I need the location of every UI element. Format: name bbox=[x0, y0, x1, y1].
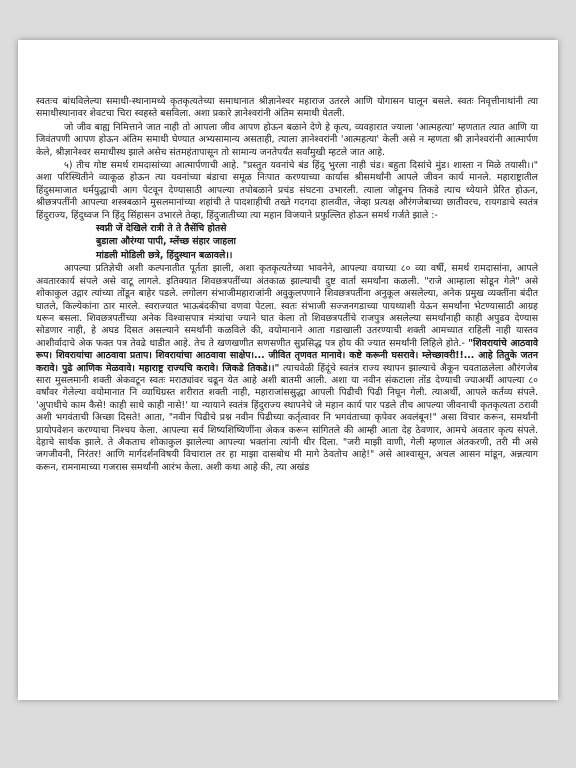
paragraph-4 bbox=[36, 263, 538, 474]
paragraph-4-text: आपल्या प्रतिज्ञेची अशी कल्पनातीत पूर्तता झाली, अशा कृतकृत्यतेच्या भावनेने, आपल्या वयाच्या ८० व्या वर्षी, समर्थ रामदासांना, आपले अवतारकार्य संपले असे वाटू लागले. इतिक्यात शिवछत्रपतींच्या अंतकाळ झाल्याची दुष्ट वार्ता समर्थांना कळली. "राजे आम्हाला सोडून गेले" असे शोकाकुल उद्गार त्यांच्या तोंडून बाहेर पडले. लगोलग संभाजीमहाराजांनी अवुकुलपणाने शिवछत्रपतींना अनुकूल असलेल्या, अनेक प्रमुख व्यक्तींना बंदीत घातले, किल्येकांना ठार मारले. स्वराज्यात भाऊबंदकीचा वणवा पेटला. स्वतः संभाजी सज्जनगडाच्या पायथ्याशी येऊन समर्थांना भेटण्यासाठी आग्रह धरून बसला. शिवछत्रपतींच्या अनेक विश्वासपात्र मंत्र्यांचा ज्याने घात केला तो शिवछत्रपतींचे राजपुत्र असलेल्या समर्थांनाही काही अपुढव देण्यास सोडणार नाही, हे अघड दिसत असल्याने समर्थांनी कळविले की, वयोमानाने आता गडाखाली उतरण्याची शक्ती आमच्यात राहिली नाही यास्तव आशीर्वादाचे अेक फक्त पत्र तेवढे धाडीत आहे. तेच ते खणखणीत सणसणीत सुप्रसिद्ध पत्र होय की ज्यात समर्थांनी लिहिले होते.- bbox=[36, 263, 538, 349]
paragraph-4-continued: त्याचवेळी हिंदूंचे स्वतंत्र राज्य स्थापन झाल्याचे अैकून चवताळलेला औरंगजेब सारा मुसलमानी शक्ती अेकवटून स्वतः मराठ्यांवर चढून येत आहे अशी बातमी आली. अशा या नवीन संकटाला तोंड देण्याची ज्याअर्थी आपल्या ८० वर्षांवर गेलेल्या वयोमानात नि व्याधिग्रस्त शरीरात शक्ती नाही, महाराजांससुद्धा आपली पिढीची पिढी निघून गेली. त्याअर्थी, आपले कर्तव्य संपले. 'अुपाधीचे काम कैसे! काही साधे काही नासे!' या न्यायाने स्वतंत्र हिंदुराज्य स्थापनेचे जे महान कार्य पार पडले तीच आपल्या जीवनाची कृतकृत्यता ठरावी अशी भगवंताची अिच्छा दिसते! आता, "नवीन पिढीचे प्रश्न नवीन पिढीच्या कर्तृत्वावर नि भगवंताच्या कृपेवर अवलंबून!" असा विचार करून, समर्थांनी प्रायोपवेशन करण्याचा निश्चय केला. आपल्या सर्व शिष्यशिष्यिणींना अेकत्र करून सांगितले की आम्ही आता देह ठेवणार, आमचे अवतार कृत्य संपले. देहाचे सार्थक झाले. ते अैकताच शोकाकुल झालेल्या आपल्या भक्तांना त्यांनी धीर दिला. "जरी माझी वाणी, गेली म्हणाल अंतकरणी, तरी मी असे जगजीवनी, निरंतर! आणि मार्गदर्शनविषयी विचाराल तर हा माझा दासबोध मी मागे ठेवतोच आहे!" असे आश्वासून, अचल आसन मांडून, अन्नत्याग करून, रामनामाच्या गजरास समर्थांनी आरंभ केला. अशी कथा आहे की, त्या अखंड bbox=[36, 362, 538, 473]
bold-quote: "शिवरायांचे आठवावे रूप। शिवरायांचा आठवावा प्रताप। शिवरायांचा आठवावा साक्षेप।... जीवित तृणवत मानावे। कष्टे करूनी घसरावे। म्लेच्छावरी!!... आहे तितुके जतन करावे। पुढे आणिक मेळवावे। महाराष्ट्र राज्यचि करावे। जिकडे तिकडे।।" bbox=[36, 337, 538, 374]
verse-line-2: बुडाला औरंग्या पापी, म्लेंच्छ संहार जाहला bbox=[96, 236, 236, 248]
paragraph-2: जो जीव बाह्य निमित्ताने जात नाही तो आपला जीव आपण होऊन बळाने देणे हे कृत्य, व्यवहारात ज्याला 'आत्महत्या' म्हणतात त्यात आणि या जिवंतपणी आपण होऊन अंतिम समाधी घेण्यात अभ्यसामान्य असताही, त्याला ज्ञानेश्वरांनी 'आत्महत्या' केली असे न म्हणता श्री ज्ञानेश्वरांनी आत्मार्पण केले, श्रीज्ञानेश्वर समाधीस्थ झाले असेच संतमहंतापासून तो सामान्य जनतेपर्यंत सर्वांमुखी म्हटले जात आहे. bbox=[36, 121, 538, 158]
verse-line-3: मांडली मोडिली छत्रे, हिंदुस्थान बळावले।। bbox=[96, 249, 233, 261]
paragraph-3: ५) तीच गोष्ट समर्थ रामदासांच्या आत्मार्पणाची आहे. "प्रस्तुत यवनांचे बंड हिंदु भुरला नाही चंड। बहुता दिसांचे मुंड। शास्ता न मिळे तयासी।।" अशा परिस्थितीने व्याकूळ होऊन त्या यवनांच्या बंडाचा समूळ निःपात करण्याच्या कार्यास श्रीसमर्थांनी आपले जीवन कार्य मानले. महाराष्ट्रातील हिंदुसमाजात धर्मयुद्धाची आग पेटवून देण्यासाठी आपल्या तपोबळाने प्रचंड संघटना उभारली. त्याला जोडूनच तिकडे त्याच ध्येयाने प्रेरित होऊन, श्रीछत्रपतींनी आपल्या शस्त्रबळाने मुसलमानांच्या शहांची ते पादशाहीची तख्ते गदगदा हालवीत, जेव्हा प्रत्यक्ष औरंगजेबाच्या छातीवरच, रायगडाचे स्वतंत्र हिंदुराज्य, हिंदुध्वज नि हिंदु सिंहासन उभारले तेव्हा, हिंदुजातीच्या त्या महान विजयाने प्रफुल्लित होऊन समर्थ गर्जते झाले :- bbox=[36, 160, 538, 221]
paragraph-1: स्वतःच बांधविलेल्या समाधी-स्थानामध्ये कृतकृत्यतेच्या समाधानात श्रीज्ञानेश्वर महाराज उतरले आणि योगासन घालून बसले. स्वतः निवृत्तीनाथांनी त्या समाधीस्थानावर शेवटचा चिरा स्वहस्ते बसविला. अशा प्रकारे ज्ञानेश्वरांनी अंतिम समाधी घेतली. bbox=[36, 96, 538, 120]
document-body bbox=[36, 96, 538, 475]
verse-line-1: स्वप्नी जें देखिले रात्री ते ते तैसेंचि होतसे bbox=[96, 223, 227, 235]
document-page bbox=[18, 40, 558, 700]
